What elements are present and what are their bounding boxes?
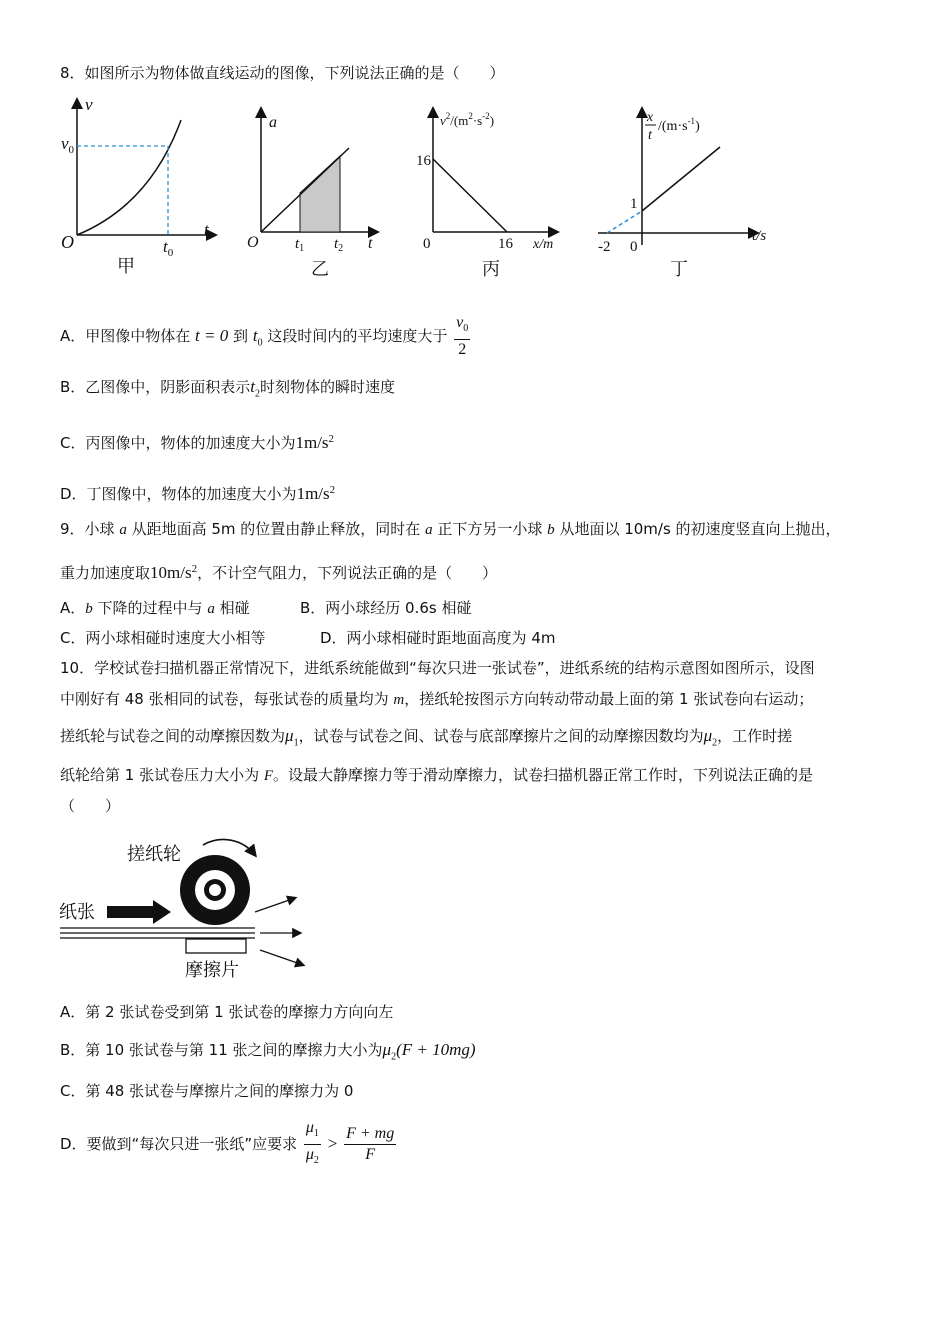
jia-origin: O [61,232,74,252]
q9-option-d: D．两小球相碰时距地面高度为 4m [320,629,556,647]
yi-xlabel: t [368,235,373,252]
wheel-label: 搓纸轮 [127,844,181,865]
paper-feed-diagram [55,830,325,990]
ding-origin: 0 [630,239,638,255]
q10-option-d: D．要做到“每次只进一张纸”应要求 $\frac{\mu_1}{\mu_2}$ > $\frac{F + mg}{F}$ [60,1119,395,1167]
q8-a-fraction: $\frac{v_0}{2}$ [456,314,469,359]
ding-xlabel: t/s [752,228,767,244]
yi-caption: 乙 [311,259,329,280]
q10-stem-line4: 纸轮给第 1 张试卷压力大小为 F。设最大静摩擦力等于滑动摩擦力，试卷扫描机器正常工作时，下列说法正确的是 [60,766,814,784]
q9-option-c: C．两小球相碰时速度大小相等 [60,629,266,647]
bing-ylabel: $v^2/(m^2\cdot s^{-2})$ [440,111,495,128]
yi-t1: $t_1$ [295,236,305,254]
jia-ylabel: v [85,95,93,114]
ding-caption: 丁 [670,259,688,280]
yi-t2: $t_2$ [334,236,344,254]
yi-shaded-area [300,156,340,232]
q8-option-b: B．乙图像中，阴影面积表示$t_2$时刻物体的瞬时速度 [60,377,396,400]
graph-jia [55,95,230,285]
q8-option-c: C．丙图像中，物体的加速度大小为$1m/s^2$ [60,433,335,452]
paper-label: 纸张 [59,902,95,923]
ding-xneg: -2 [598,239,611,255]
graph-yi [245,105,385,285]
bing-xtick: 16 [498,236,513,252]
jia-v0: $v_0$ [61,134,75,156]
ding-dashed-extension [607,211,642,233]
q9-stem-line2: 重力加速度取$10m/s^2$，不计空气阻力，下列说法正确的是（ ） [60,563,498,582]
bing-ytick: 16 [416,153,431,169]
yi-ylabel: a [269,114,277,131]
ding-line [642,147,720,211]
q10-option-b: B．第 10 张试卷与第 11 张之间的摩擦力大小为$\mu_2(F + 10mg)$ [60,1040,476,1063]
rotation-arrow [203,839,255,855]
q8-stem: 8．如图所示为物体做直线运动的图像，下列说法正确的是（ ） [60,64,505,82]
pad-label: 摩擦片 [185,960,239,981]
ding-ylabel-unit: $/(m\cdot s^{-1})$ [658,116,700,134]
bing-line [433,159,507,232]
bing-xlabel: x/m [533,237,554,252]
graph-bing [410,105,570,285]
q10-stem-line3: 搓纸轮与试卷之间的动摩擦因数为$\mu_1$，试卷与试卷之间、试卷与底部摩擦片之间的动摩擦因数均为$\mu_2$，工作时搓 [60,726,793,749]
ding-ylabel-num: x [646,110,654,125]
jia-curve [77,120,181,235]
jia-t0: $t_0$ [163,237,174,259]
q10-stem-line2: 中刚好有 48 张相同的试卷，每张试卷的质量均为 m，搓纸轮按图示方向转动带动最上面的第 1 张试卷向右运动； [60,690,814,708]
paper-arrow [107,900,171,924]
q10-stem-line5: （ ） [60,797,121,815]
q10-stem-line1: 10．学校试卷扫描机器正常情况下，进纸系统能做到“每次只进一张试卷”，进纸系统的结构示意图如图所示，设图 [60,659,815,677]
q10-option-c: C．第 48 张试卷与摩擦片之间的摩擦力为 0 [60,1082,354,1100]
yi-origin: O [247,234,259,251]
q9-stem-line1: 9．小球 a 从距地面高 5m 的位置由静止释放，同时在 a 正下方另一小球 b 从地面以 10m/s 的初速度竖直向上抛出， [60,520,841,538]
ding-ytick: 1 [630,196,638,212]
q9-option-b: B．两小球经历 0.6s 相碰 [300,599,472,617]
bing-origin: 0 [423,236,431,252]
q10-option-a: A．第 2 张试卷受到第 1 张试卷的摩擦力方向向左 [60,1003,394,1021]
bing-caption: 丙 [482,259,500,280]
q8-option-d: D．丁图像中，物体的加速度大小为$1m/s^2$ [60,484,336,503]
jia-xlabel: t [204,220,209,239]
ding-ylabel-den: t [648,128,652,143]
jia-caption: 甲 [117,256,135,277]
friction-pad [186,939,246,953]
q8-option-a: A．甲图像中物体在 t = 0 到 $t_0$ 这段时间内的平均速度大于 $\frac{v_0}{2}$ [60,314,469,359]
q9-option-a: A．b 下降的过程中与 a 相碰 [60,599,250,617]
graph-ding [590,105,780,285]
